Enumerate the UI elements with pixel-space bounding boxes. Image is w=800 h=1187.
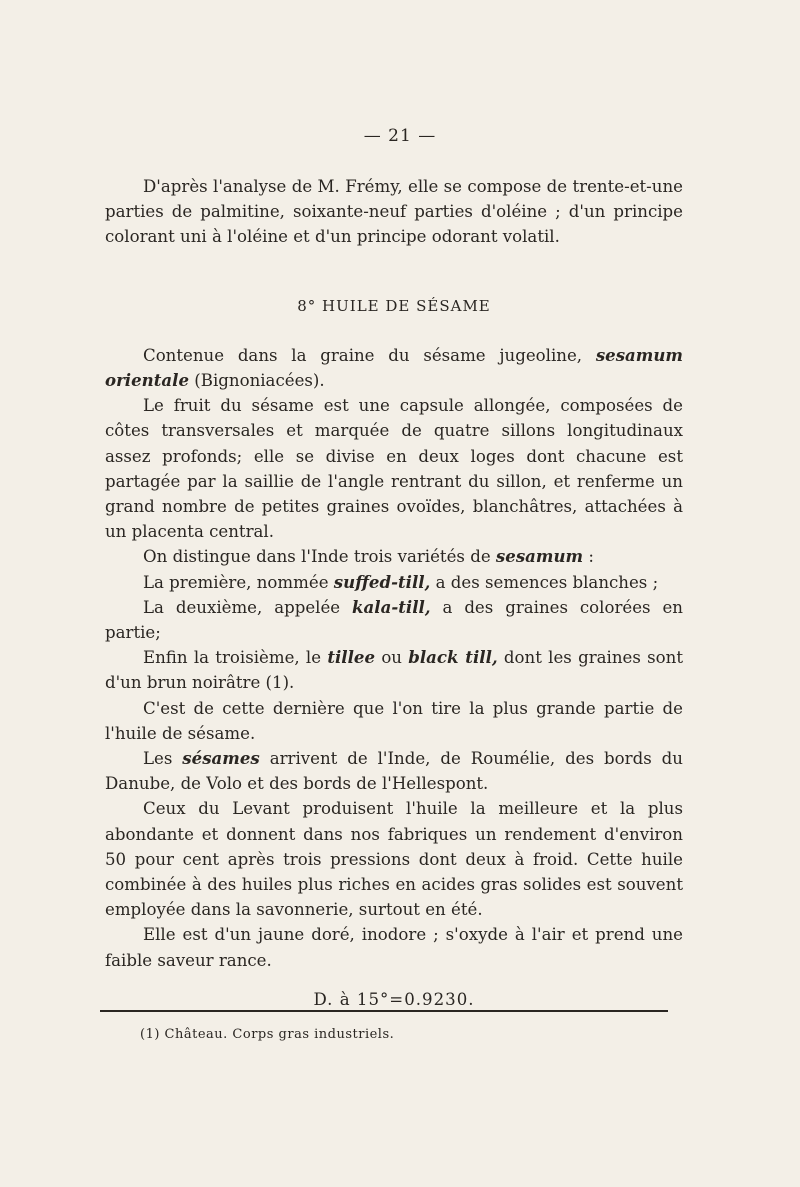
paragraph: C'est de cette dernière que l'on tire la plus grande partie de l'huile de sésame. [105, 698, 683, 743]
main-text [105, 174, 683, 1012]
footnote-divider [100, 1010, 668, 1012]
paragraph: D'après l'analyse de M. Frémy, elle se compose de trente-et-une parties de palmitine, soixante-neuf parties d'oléine ; d'un principe colorant uni à l'oléine et d'un principe odorant volatil. [105, 177, 683, 247]
paragraph: Elle est d'un jaune doré, inodore ; s'oxyde à l'air et prend une faible saveur rance. [105, 925, 683, 970]
paragraph: Enfin la troisième, le tillee ou black till, dont les graines sont d'un brun noirâtre (1). [105, 647, 683, 693]
paragraph: On distingue dans l'Inde trois variétés de sesamum : [143, 546, 594, 567]
page-number: — 21 — [363, 126, 437, 146]
paragraph: Ceux du Levant produisent l'huile la meilleure et la plus abondante et donnent dans nos fabriques un rendement d'environ 50 pour cent après trois pressions dont deux à froid. Cette huile combinée à des huiles plus riches en acides gras solides est souvent employée dans la savonnerie, surtout en été. [105, 799, 683, 920]
paragraph: La deuxième, appelée kala-till, a des graines colorées en partie; [105, 596, 683, 643]
paragraph: Les sésames arrivent de l'Inde, de Roumélie, des bords du Danube, de Volo et des bords de l'Hellespont. [105, 748, 683, 794]
footnote: (1) Château. Corps gras industriels. [140, 1027, 395, 1042]
paragraph: Le fruit du sésame est une capsule allongée, composées de côtes transversales et marquée de quatre sillons longitudinaux assez profonds; elle se divise en deux loges dont chacune est partagée par la saillie de l'angle rentrant du sillon, et renferme un grand nombre de petites graines ovoïdes, blanchâtres, attachées à un placenta central. [105, 396, 683, 542]
density-formula: D. à 15°=0.9230. [313, 989, 475, 1009]
paragraph: La première, nommée suffed-till, a des semences blanches ; [143, 571, 659, 592]
paragraph: Contenue dans la graine du sésame jugeoline, sesamum orientale (Bignoniacées). [105, 344, 683, 391]
section-heading: 8° HUILE DE SÉSAME [297, 296, 491, 315]
